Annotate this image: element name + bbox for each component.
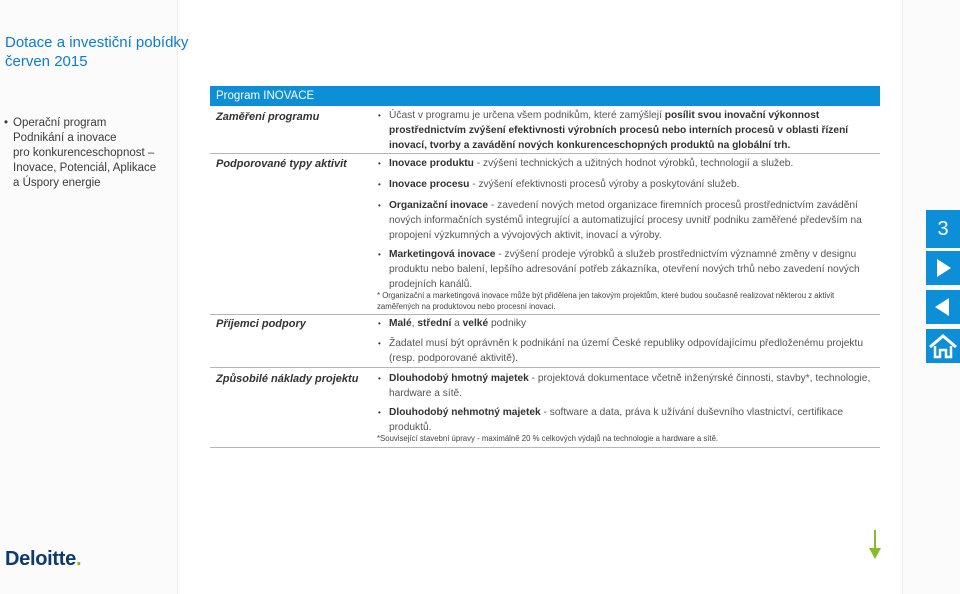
list-item: [378, 156, 878, 171]
emphasis-text: střední: [417, 318, 452, 329]
body-text: Účast v programu je určena všem podnikům, které zamýšlejí: [389, 110, 665, 121]
sidebar-item-line: Inovace, Potenciál, Aplikace: [13, 162, 157, 174]
logo-dot: .: [75, 548, 82, 570]
row-divider: [210, 447, 880, 448]
list-item-text: [378, 198, 878, 243]
list-item-text: [378, 108, 878, 153]
bullet: •: [378, 250, 381, 259]
emphasis-text: posílit svou inovační výkonnost prostřednictvím zvýšení efektivnosti výrobních procesů nebo interních procesů v oblasti řízení inovací, tvorby a zavádění nových konkurenceschopných produktů na globální trh.: [389, 110, 849, 151]
emphasis-text: velké: [462, 318, 489, 329]
body-text: - software a data, práva k užívání duševního vlastnictví, certifikace produktů.: [389, 407, 844, 433]
body-text: Žadatel musí být oprávněn k podnikání na území České republiky odpovídajícímu předloženému projektu (resp. podporované aktivitě).: [389, 338, 863, 364]
bullet: •: [378, 339, 381, 348]
sidebar-item-program[interactable]: [3, 116, 173, 191]
next-page-button[interactable]: [926, 251, 960, 285]
page-number-badge: 3: [926, 210, 960, 248]
footnote: * Organizační a marketingová inovace může být přidělena jen takovým projektům, které budou současně realizovat některou z aktivit zaměřených na produktovou nebo procesní inovaci.: [377, 291, 835, 311]
bullet: •: [378, 159, 381, 168]
scroll-down-arrow-icon[interactable]: [868, 530, 882, 560]
body-text: - zvýšení technických a užitných hodnot výrobků, technologií a služeb.: [473, 158, 794, 169]
row-label: Podporované typy aktivit: [216, 158, 347, 170]
list-item: [378, 247, 878, 292]
row-label: Zaměření programu: [216, 111, 320, 123]
list-item-text: [378, 405, 878, 435]
document-date: červen 2015: [5, 53, 88, 70]
bullet: •: [4, 117, 9, 129]
bullet: •: [378, 319, 381, 328]
home-icon: [926, 329, 960, 363]
emphasis-text: Dlouhodobý hmotný majetek: [389, 373, 529, 384]
footnote: *Související stavební úpravy - maximálně 20 % celkových výdajů na technologie a hardware a sítě.: [377, 434, 719, 443]
body-text: ,: [411, 318, 418, 329]
body-text: a: [451, 318, 463, 329]
body-text: podniky: [488, 318, 527, 329]
deloitte-logo[interactable]: [5, 548, 81, 571]
list-item-text: [378, 371, 878, 401]
emphasis-text: Dlouhodobý nehmotný majetek: [389, 407, 541, 418]
sidebar-item-line: Podnikání a inovace: [13, 132, 117, 144]
list-item: [378, 177, 878, 192]
bullet: •: [378, 374, 381, 383]
list-item-text: [378, 156, 878, 171]
list-item: [378, 336, 878, 366]
body-text: - zvýšení prodeje výrobků a služeb prostřednictvím významné změny v designu produktu nebo balení, lepšího adresování potřeb zákazníka, otevření nových trhů nebo zavedení nových prodejních kanálů.: [389, 249, 860, 290]
emphasis-text: Organizační inovace: [389, 200, 489, 211]
bullet: •: [378, 111, 381, 120]
body-text: - projektová dokumentace včetně inženýrské činnosti, stavby*, technologie, hardware a sítě.: [389, 373, 871, 399]
prev-arrow-icon: [926, 290, 960, 324]
row-label: Příjemci podpory: [216, 318, 306, 330]
body-text: - zavedení nových metod organizace firemních procesů prostřednictvím zavádění nových informačních systémů integrující a automatizující procesy uvnitř podniku zaměřené především na propojení výzkumných a vývojových aktivit, inovací a výroby.: [389, 200, 862, 241]
table-header: Program INOVACE: [210, 86, 880, 106]
row-label: Způsobilé náklady projektu: [216, 373, 359, 385]
emphasis-text: Marketingová inovace: [389, 249, 496, 260]
next-arrow-icon: [926, 251, 960, 285]
list-item: [378, 371, 878, 401]
document-title: Dotace a investiční pobídky: [5, 34, 189, 51]
row-divider: [210, 314, 880, 315]
list-item: [378, 405, 878, 435]
logo-text: Deloitte: [5, 548, 76, 570]
sidebar-item-line: Operační program: [13, 117, 107, 129]
previous-page-button[interactable]: [926, 290, 960, 324]
sidebar-nav: [3, 116, 173, 191]
home-button[interactable]: [926, 329, 960, 363]
list-item: [378, 108, 878, 153]
sidebar-item-line: pro konkurenceschopnost –: [13, 147, 155, 159]
list-item: [378, 198, 878, 243]
body-text: - zvýšení efektivnosti procesů výroby a poskytování služeb.: [469, 179, 740, 190]
emphasis-text: Inovace procesu: [389, 179, 470, 190]
list-item-text: [378, 247, 878, 292]
emphasis-text: Inovace produktu: [389, 158, 474, 169]
emphasis-text: Malé: [389, 318, 412, 329]
list-item-text: [378, 336, 878, 366]
sidebar-item-line: a Úspory energie: [13, 177, 101, 189]
bullet: •: [378, 180, 381, 189]
list-item: [378, 316, 878, 331]
bullet: •: [378, 201, 381, 210]
list-item-text: [378, 177, 878, 192]
left-sidebar: [0, 0, 178, 594]
list-item-text: [378, 316, 878, 331]
row-divider: [210, 153, 880, 154]
row-divider: [210, 367, 880, 368]
bullet: •: [378, 408, 381, 417]
